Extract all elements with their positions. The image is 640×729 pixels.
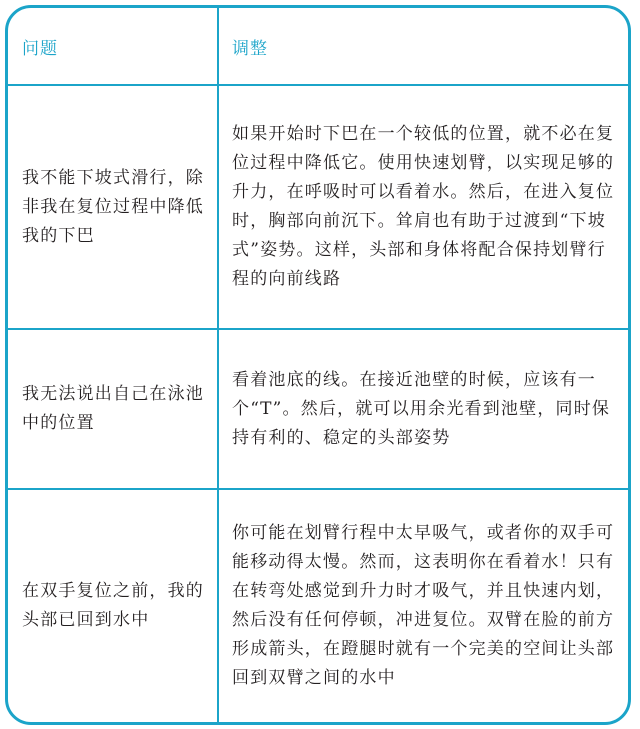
adjustment-text: 你可能在划臂行程中太早吸气，或者你的双手可能移动得太慢。然而，这表明你在看着水！只有在转弯处感觉到升力时才吸气，并且快速内划，然后没有任何停顿，冲进复位。双臂在脸的前方形成箭头，在蹬腿时就有一个完美的空间让头部回到双臂之间的水中 <box>232 523 615 688</box>
adjustment-text: 看着池底的线。在接近池壁的时候，应该有一个“T”。然后，就可以用余光看到池壁，同时保持有利的、稳定的头部姿势 <box>232 369 611 448</box>
table-row-adjustment <box>219 86 628 328</box>
table-row-problem <box>8 490 217 722</box>
table-frame <box>5 5 631 725</box>
header-cell-problem <box>8 8 217 84</box>
problem-text: 我无法说出自己在泳池中的位置 <box>22 384 204 433</box>
table-row-problem <box>8 86 217 328</box>
table-row-adjustment <box>219 490 628 722</box>
problem-adjustment-table <box>8 8 628 722</box>
table-row-problem <box>8 330 217 488</box>
problem-text: 在双手复位之前，我的头部已回到水中 <box>22 581 204 630</box>
problem-text: 我不能下坡式滑行，除非我在复位过程中降低我的下巴 <box>22 167 204 246</box>
header-cell-adjustment <box>219 8 628 84</box>
table-row-adjustment <box>219 330 628 488</box>
header-problem: 问题 <box>22 38 58 59</box>
adjustment-text: 如果开始时下巴在一个较低的位置，就不必在复位过程中降低它。使用快速划臂，以实现足够的升力，在呼吸时可以看着水。然后，在进入复位时，胸部向前沉下。耸肩也有助于过渡到“下坡式”姿势。这样，头部和身体将配合保持划臂行程的向前线路 <box>232 124 615 289</box>
header-adjustment: 调整 <box>232 38 268 59</box>
